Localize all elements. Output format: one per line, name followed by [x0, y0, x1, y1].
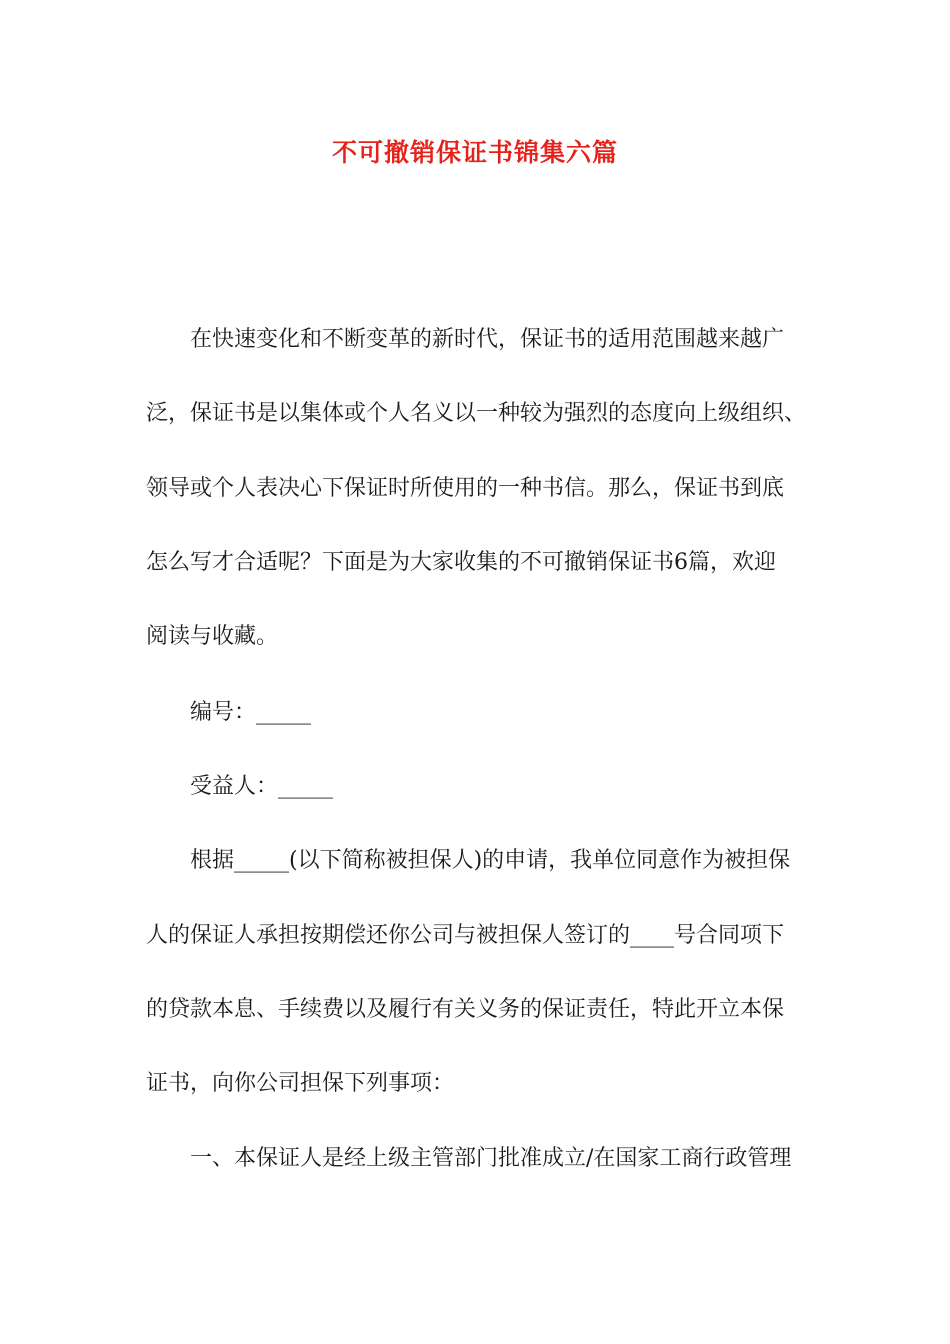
number-field-line: 编号：_____	[190, 700, 312, 725]
beneficiary-field-line: 受益人：_____	[190, 774, 334, 799]
paragraph-line: 泛，保证书是以集体或个人名义以一种较为强烈的态度向上级组织、	[146, 401, 807, 426]
paragraph-line: 人的保证人承担按期偿还你公司与被担保人签订的____号合同项下	[146, 923, 785, 948]
paragraph-line: 根据_____(以下简称被担保人)的申请，我单位同意作为被担保	[190, 848, 791, 873]
paragraph-line: 一、本保证人是经上级主管部门批准成立/在国家工商行政管理	[190, 1146, 792, 1171]
paragraph-line: 领导或个人表决心下保证时所使用的一种书信。那么，保证书到底	[146, 476, 785, 501]
paragraph-line: 怎么写才合适呢？下面是为大家收集的不可撤销保证书6篇，欢迎	[146, 550, 776, 575]
document-title: 不可撤销保证书锦集六篇	[331, 138, 618, 167]
paragraph-line: 阅读与收藏。	[146, 624, 279, 649]
paragraph-line: 的贷款本息、手续费以及履行有关义务的保证责任，特此开立本保	[146, 997, 785, 1022]
paragraph-line: 在快速变化和不断变革的新时代，保证书的适用范围越来越广	[190, 327, 785, 352]
paragraph-line: 证书，向你公司担保下列事项：	[146, 1071, 455, 1096]
